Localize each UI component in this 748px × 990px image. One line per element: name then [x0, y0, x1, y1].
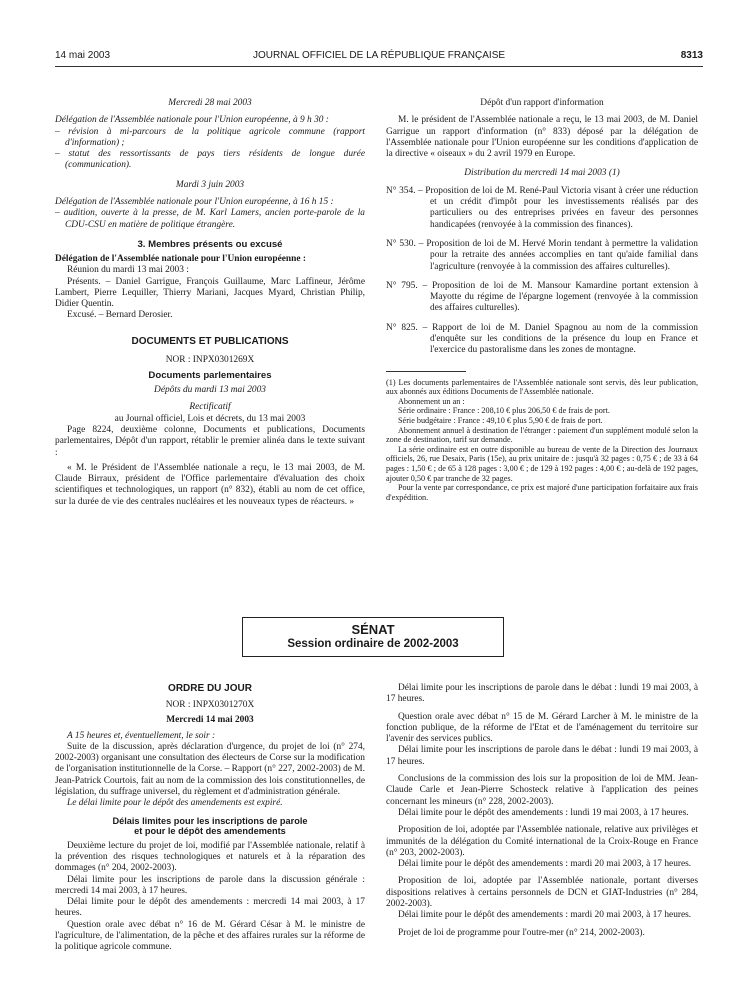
documents-heading: DOCUMENTS ET PUBLICATIONS	[131, 335, 289, 347]
law-proposal: Proposition de loi, adoptée par l'Assemblée nationale, portant diverses dispositions relatives à certains personnels de DCN et GIAT-Industries (n° 284, 2002-2003).	[386, 876, 698, 910]
header-date: 14 mai 2003	[55, 50, 111, 61]
deadline-paragraph: Délai limite pour les inscriptions de parole dans le débat : lundi 19 mai 2003, à 17 heures.	[386, 683, 698, 705]
delegation-line: Délégation de l'Assemblée nationale pour l'Union européenne, à 9 h 30 :	[55, 115, 329, 126]
subscription-label: Abonnement un an :	[398, 396, 465, 406]
upper-right-column	[386, 98, 698, 502]
agenda-item: – audition, ouverte à la presse, de M. Karl Lamers, ancien porte-parole de la CDU-CSU en matière de politique étrangère.	[55, 208, 365, 230]
header-title: JOURNAL OFFICIEL DE LA RÉPUBLIQUE FRANÇAISE	[252, 50, 506, 61]
lower-left-column	[55, 683, 365, 954]
day-heading: Mercredi 28 mai 2003	[168, 98, 252, 108]
section-heading: 3. Membres présents ou excusé	[137, 238, 283, 250]
agenda-item: – révision à mi-parcours de la politique agricole commune (rapport d'information) ;	[55, 126, 365, 148]
deadlines-heading: et pour le dépôt des amendements	[134, 826, 286, 837]
rectificatif-quote: « M. le Président de l'Assemblée nationale a reçu, le 13 mai 2003, de M. Claude Birraux, président de l'Office parlementaire d'évaluation des choix scientifiques et technologiques, un rapport (n° 832), établi au nom de cet office, sur la durée de vie des centrales nucléaires et les nouveaux types de réacteurs. »	[55, 462, 365, 507]
agenda-date: Mercredi 14 mai 2003	[166, 715, 254, 726]
item-text: – Proposition de loi de M. René-Paul Victoria visant à créer une réduction et un crédit d'impôt pour les investissements réalisés par des particuliers ou des entreprises privées en faveur des personnes handicapées (renvoyée à la commission des finances).	[418, 185, 699, 230]
attendees-excused: Excusé. – Bernard Derosier.	[67, 310, 173, 321]
depots-date: Dépôts du mardi 13 mai 2003	[154, 385, 266, 396]
delegation-line: Délégation de l'Assemblée nationale pour l'Union européenne, à 16 h 15 :	[55, 197, 334, 208]
discussion-paragraph: Suite de la discussion, après déclaration d'urgence, du projet de loi (n° 274, 2002-2003) organisant une consultation des électeurs de Corse sur la modification de l'organisation institutionnelle de la Corse. – Rapport (n° 227, 2002-2003) de M. Jean-Patrick Courtois, fait au nom de la commission des lois constitutionnelles, de législation, du suffrage universel, du règlement et d'administration générale.	[55, 741, 365, 798]
day-heading: Mardi 3 juin 2003	[175, 179, 245, 190]
agenda-item: – statut des ressortissants de pays tiers résidents de longue durée (communication).	[55, 149, 365, 171]
rectificatif-paragraph: Page 8224, deuxième colonne, Documents et publications, Documents parlementaires, Dépôt d'un rapport, rétablir le premier alinéa dans le texte suivant :	[55, 424, 365, 458]
deadline-amendments: Délai limite pour le dépôt des amendements : mercredi 14 mai 2003, à 17 heures.	[55, 897, 365, 919]
subscription-foreign: Abonnement annuel à destination de l'étranger : paiement d'un supplément modulé selon la zone de destination, tarif sur demande.	[386, 425, 698, 445]
second-reading: Deuxième lecture du projet de loi, modifié par l'Assemblée nationale, relatif à la prévention des risques technologiques et naturels et à la réparation des dommages (n° 204, 2002-2003).	[55, 840, 365, 874]
delegation-bold: Délégation de l'Assemblée nationale pour l'Union européenne :	[55, 253, 306, 264]
senat-title: SÉNAT	[351, 622, 395, 637]
lower-right-column	[386, 683, 698, 939]
item-text: – Rapport de loi de M. Daniel Spagnou au nom de la commission d'enquête sur les conditions de la présence du loup en France et l'exercice du pastoralisme dans les zones de montagne.	[422, 322, 698, 356]
upper-left-column	[55, 98, 365, 508]
deadline-paragraph: Délai limite pour le dépôt des amendements : mardi 20 mai 2003, à 17 heures.	[398, 859, 692, 870]
item-number: N° 354.	[386, 185, 416, 196]
nor-reference: NOR : INPX0301270X	[165, 700, 255, 710]
senat-title-box	[242, 617, 504, 657]
subsection-heading: Documents parlementaires	[148, 370, 272, 382]
deadline-paragraph: Délai limite pour les inscriptions de parole dans le débat : lundi 19 mai 2003, à 17 heures.	[386, 745, 698, 767]
attendees-present: Présents. – Daniel Garrigue, François Guillaume, Marc Laffineur, Jérôme Lambert, Pierre Lequiller, Thierry Mariani, Jacques Myard, Christian Philip, Didier Quentin.	[55, 276, 365, 310]
header-page-number: 8313	[680, 50, 703, 61]
distribution-heading: Distribution du mercredi 14 mai 2003 (1)	[464, 168, 620, 179]
programme-bill: Projet de loi de programme pour l'outre-mer (n° 214, 2002-2003).	[398, 927, 645, 938]
deadline-paragraph: Délai limite pour le dépôt des amendements : mardi 20 mai 2003, à 17 heures.	[398, 910, 692, 921]
oral-question: Question orale avec débat n° 16 de M. Gérard César à M. le ministre de l'agriculture, de l'alimentation, de la pêche et des affaires rurales sur la réforme de la politique agricole commune.	[55, 919, 365, 953]
nor-reference: NOR : INPX0301269X	[165, 354, 255, 365]
item-text: – Proposition de loi de M. Hervé Morin tendant à permettre la validation pour la retraite des années accomplies en tant qu'aide familial dans l'agriculture (renvoyée à la commission des affaires culturelles).	[418, 238, 698, 272]
item-text: – Proposition de loi de M. Mansour Kamardine portant extension à Mayotte du régime de l'épargne logement (renvoyée à la commission des affaires culturelles).	[422, 280, 698, 314]
subscription-budget: Série budgétaire : France : 49,10 € plus 5,90 € de frais de port.	[398, 416, 603, 426]
session-subtitle: Session ordinaire de 2002-2003	[287, 638, 459, 650]
rectificatif-label: Rectificatif	[189, 402, 231, 413]
distribution-item	[386, 323, 698, 357]
distribution-item	[386, 281, 698, 315]
meeting-line: Réunion du mardi 13 mai 2003 :	[67, 265, 189, 276]
deadlines-heading: Délais limites pour les inscriptions de parole	[112, 815, 308, 826]
amendments-expired: Le délai limite pour le dépôt des amendements est expiré.	[67, 798, 283, 809]
law-proposal: Proposition de loi, adoptée par l'Assemblée nationale, relative aux privilèges et immunités de la délégation du Comité international de la Croix-Rouge en France (n° 203, 2002-2003).	[386, 825, 698, 858]
rectificatif-reference: au Journal officiel, Lois et décrets, du 13 mai 2003	[114, 413, 306, 424]
deadline-paragraph: Délai limite pour le dépôt des amendements : lundi 19 mai 2003, à 17 heures.	[398, 807, 689, 818]
session-hours: A 15 heures et, éventuellement, le soir :	[67, 730, 216, 741]
agenda-heading: ORDRE DU JOUR	[168, 683, 252, 694]
distribution-item	[386, 239, 698, 273]
item-number: N° 530.	[386, 238, 416, 249]
sale-prices: La série ordinaire est en outre disponible au bureau de vente de la Direction des Journaux officiels, 26, rue Desaix, Paris (15e), au prix unitaire de : jusqu'à 32 pages : 0,75 € ; de 33 à 64 pages : 1,50 € ; de 65 à 128 pages : 3,00 € ; de 129 à 192 pages : 4,00 € ; au-delà de 192 pages, ajouter 0,50 € par tranche de 32 pages.	[386, 444, 698, 483]
mail-order-note: Pour la vente par correspondance, ce prix est majoré d'une participation forfaitaire aux frais d'expédition.	[386, 483, 698, 502]
depot-heading: Dépôt d'un rapport d'information	[480, 98, 604, 108]
item-number: N° 825.	[386, 322, 418, 333]
deadline-speech: Délai limite pour les inscriptions de parole dans la discussion générale : mercredi 14 mai 2003, à 17 heures.	[55, 874, 365, 896]
footnote-text: (1) Les documents parlementaires de l'Assemblée nationale sont servis, dès leur publication, aux abonnés aux éditions Documents de l'Assemblée nationale.	[386, 377, 698, 397]
item-number: N° 795.	[386, 280, 418, 291]
header-rule	[55, 66, 703, 67]
depot-paragraph: M. le président de l'Assemblée nationale a reçu, le 13 mai 2003, de M. Daniel Garrigue un rapport d'information (n° 833) déposé par la délégation de l'Assemblée nationale pour l'Union européenne sur les conditions d'application de la directive « oiseaux » du 2 avril 1979 en Europe.	[386, 115, 698, 160]
subscription-ordinary: Série ordinaire : France : 208,10 € plus 206,50 € de frais de port.	[398, 406, 610, 416]
distribution-item	[386, 186, 698, 231]
oral-question: Question orale avec débat n° 15 de M. Gérard Larcher à M. le ministre de la fonction publique, de la réforme de l'Etat et de l'aménagement du territoire sur l'avenir des services publics.	[386, 711, 698, 745]
page-header	[55, 50, 703, 64]
commission-conclusions: Conclusions de la commission des lois sur la proposition de loi de MM. Jean-Claude Carle et Jean-Pierre Schosteck relative à l'application des peines concernant les mineurs (n° 228, 2002-2003).	[386, 774, 698, 807]
